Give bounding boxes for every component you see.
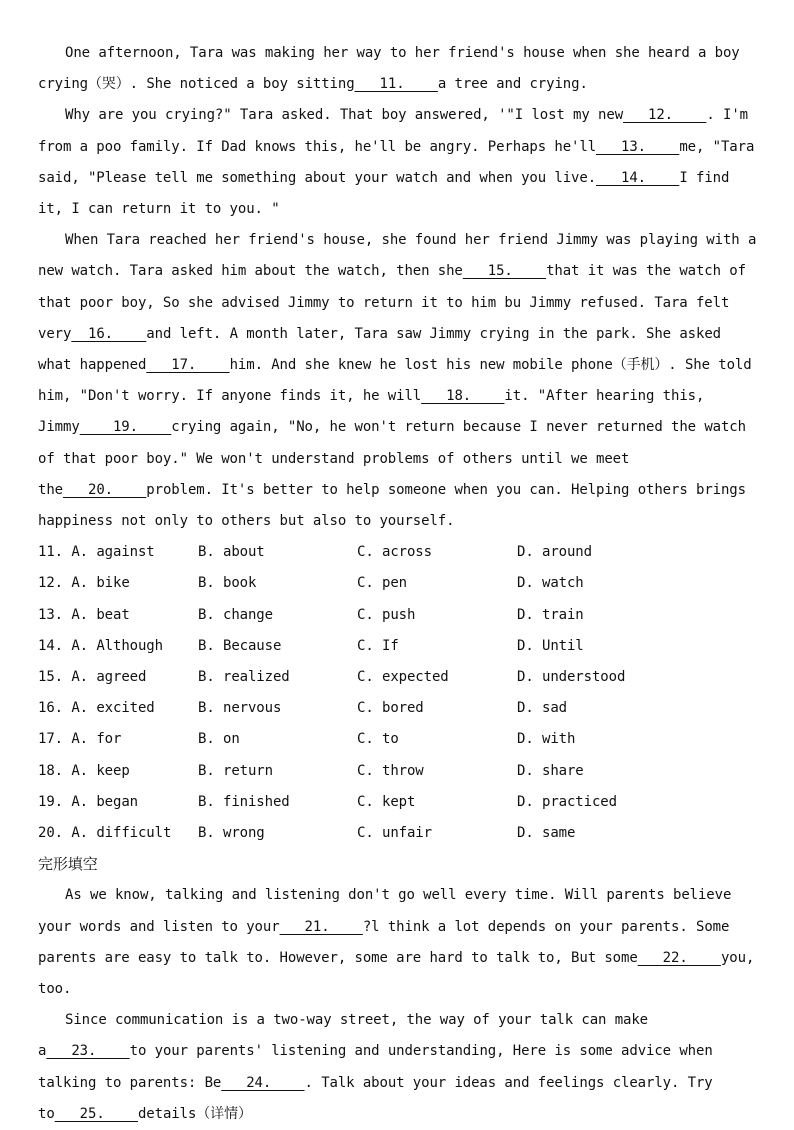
option-d: D. sad	[517, 700, 567, 717]
blank-20: 20.	[63, 481, 147, 498]
option-b: B. realized	[198, 669, 290, 685]
option-a: A. for	[71, 731, 122, 748]
blank-25: 25.	[54, 1105, 138, 1122]
option-row-18	[38, 756, 758, 787]
option-row-11	[38, 537, 758, 568]
option-row-15	[38, 662, 758, 693]
option-c: C. expected	[357, 669, 449, 685]
options-list	[38, 537, 758, 849]
question-number: 17.	[38, 731, 63, 748]
text: me, "Tara said, "Please tell me something about your watch and when you live.	[38, 138, 763, 186]
option-d: D. Until	[517, 637, 584, 654]
option-d: D. with	[517, 731, 576, 748]
option-d: D. understood	[517, 669, 626, 685]
blank-16: 16.	[71, 325, 147, 342]
option-d: D. practiced	[517, 793, 617, 810]
text: to your parents' listening and understanding, Here is some advice when talking to parents: Be	[38, 1043, 721, 1091]
option-b: B. return	[198, 762, 273, 779]
passage1-paragraph-1	[38, 38, 758, 100]
blank-24: 24.	[221, 1074, 305, 1091]
text: you, too.	[38, 949, 763, 997]
option-a: A. excited	[71, 700, 155, 717]
option-a: A. beat	[71, 606, 130, 623]
text: him. And she knew he lost his new mobile phone（手机）. She told him, "Don't worry. If anyone finds it, he will	[38, 357, 760, 405]
question-number: 11.	[38, 544, 63, 561]
option-c: C. pen	[357, 575, 407, 592]
option-c: C. unfair	[357, 824, 432, 841]
option-b: B. wrong	[198, 824, 265, 841]
option-d: D. train	[517, 606, 584, 623]
option-b: B. nervous	[198, 700, 282, 717]
option-a: A. began	[71, 793, 138, 810]
option-d: D. same	[517, 824, 576, 841]
text: . I'm from a poo family. If Dad knows this, he'll be angry. Perhaps he'll	[38, 107, 757, 155]
text: that it was the watch of that poor boy, So she advised Jimmy to return it to him bu Jimmy refused. Tara felt very	[38, 263, 755, 342]
passage2-paragraph-1	[38, 880, 763, 1005]
option-d: D. share	[517, 762, 584, 779]
blank-13: 13.	[596, 138, 680, 155]
option-c: C. across	[357, 544, 432, 561]
text: and left. A month later, Tara saw Jimmy crying in the park. She asked what happened	[38, 325, 730, 374]
blank-19: 19.	[79, 419, 172, 436]
option-c: C. to	[357, 731, 399, 748]
blank-22: 22.	[637, 949, 721, 966]
option-c: C. push	[357, 606, 416, 623]
text: a tree and crying.	[437, 76, 588, 93]
option-c: C. If	[357, 637, 399, 654]
text: I find it, I can return it to you. "	[38, 169, 738, 218]
option-row-14	[38, 631, 758, 662]
option-b: B. finished	[198, 793, 290, 810]
question-number: 15.	[38, 669, 63, 685]
blank-18: 18.	[421, 388, 505, 405]
section-heading: 完形填空	[38, 855, 98, 874]
question-number: 18.	[38, 762, 63, 779]
blank-17: 17.	[146, 357, 230, 374]
option-row-20	[38, 818, 758, 849]
blank-15: 15.	[462, 263, 547, 280]
text: details（详情）	[137, 1105, 252, 1122]
blank-21: 21.	[279, 918, 363, 935]
blank-11: 11.	[354, 76, 438, 93]
option-a: A. keep	[71, 762, 130, 779]
question-number: 13.	[38, 606, 63, 623]
option-b: B. change	[198, 606, 273, 623]
text: problem. It's better to help someone when you can. Helping others brings happiness not only to others but also to yourself.	[38, 481, 755, 530]
text: ?l think a lot depends on your parents. Some parents are easy to talk to. However, some are hard to talk to, But some	[38, 918, 738, 966]
option-b: B. Because	[198, 637, 282, 654]
text: Why are you crying?" Tara asked. That boy answered, '"I lost my new	[65, 107, 624, 124]
option-a: A. Although	[71, 637, 163, 654]
option-c: C. throw	[357, 762, 424, 779]
document-page	[38, 38, 765, 1130]
passage2-paragraph-2	[38, 1005, 758, 1130]
option-row-13	[38, 600, 758, 631]
option-a: A. agreed	[71, 669, 147, 685]
option-d: D. watch	[517, 575, 584, 592]
blank-12: 12.	[623, 107, 707, 124]
text: crying again, "No, he won't return because I never returned the watch of that poor boy." We won't understand problems of others until we meet the	[38, 419, 755, 498]
question-number: 14.	[38, 637, 63, 654]
blank-14: 14.	[596, 169, 680, 186]
option-c: C. bored	[357, 700, 424, 717]
question-number: 19.	[38, 793, 63, 810]
option-row-16	[38, 693, 758, 724]
text: One afternoon, Tara was making her way to her friend's house when she heard a boy crying（哭）. She noticed a boy sitting	[38, 45, 748, 93]
text: Since communication is a two-way street, the way of your talk can make a	[38, 1012, 657, 1060]
option-a: A. against	[71, 544, 155, 561]
option-row-17	[38, 724, 758, 755]
option-row-19	[38, 787, 758, 818]
option-b: B. about	[198, 544, 265, 561]
text: it. "After hearing this, Jimmy	[38, 388, 713, 436]
text: . Talk about your ideas and feelings clearly. Try to	[38, 1074, 721, 1122]
option-a: A. bike	[71, 575, 130, 592]
question-number: 16.	[38, 700, 63, 717]
question-number: 20.	[38, 824, 63, 841]
option-d: D. around	[517, 544, 592, 561]
option-c: C. kept	[357, 793, 416, 810]
text: When Tara reached her friend's house, she found her friend Jimmy was playing with a new watch. Tara asked him about the watch, then she	[38, 232, 765, 280]
passage1-paragraph-3	[38, 225, 765, 537]
question-number: 12.	[38, 575, 63, 592]
option-b: B. book	[198, 575, 257, 592]
text: As we know, talking and listening don't go well every time. Will parents believe your words and listen to your	[38, 887, 740, 935]
option-a: A. difficult	[71, 824, 172, 841]
option-b: B. on	[198, 731, 240, 748]
passage1-paragraph-2	[38, 100, 763, 225]
option-row-12	[38, 568, 758, 599]
blank-23: 23.	[46, 1043, 130, 1060]
